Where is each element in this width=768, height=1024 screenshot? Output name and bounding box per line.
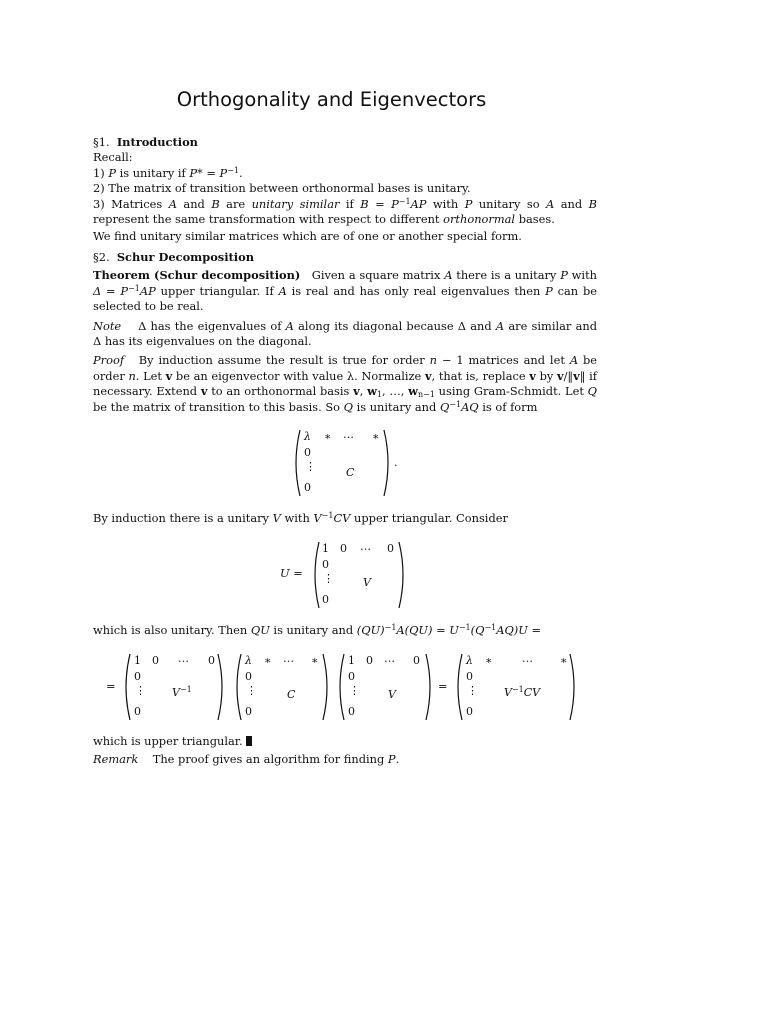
matrix-u: 1 0 … 0 0 ⋮ 0 V <box>311 540 411 610</box>
matrix-product-2: λ ∗ … ∗ 0 ⋮ 0 C <box>233 652 333 722</box>
section-heading <box>93 250 597 265</box>
recall-item-1: 1) P is unitary if $P* = P^{-1}$. <box>93 165 243 180</box>
page-title: Orthogonality and Eigenvectors <box>176 88 487 111</box>
product-equals-1: = <box>106 679 116 693</box>
note-label: Note <box>93 318 122 333</box>
conclusion-text: which is upper triangular. Remark The proof gives an algorithm for finding P. <box>93 734 597 768</box>
section-heading <box>93 135 597 150</box>
section-title: Introduction <box>116 135 198 149</box>
recall-item-2: 2) The matrix of transition between orthonormal bases is unitary. <box>93 181 471 196</box>
matrix-product-1: 1 0 … 0 0 ⋮ 0 $V^{-1}$ <box>122 652 230 722</box>
theorem-label: Theorem (Schur decomposition) <box>93 268 301 283</box>
matrix-product-3: 1 0 … 0 0 ⋮ 0 V <box>336 652 436 722</box>
qed-icon <box>246 736 252 746</box>
intro-closing: We find unitary similar matrices which are of one or another special form. <box>93 229 522 244</box>
theorem: Theorem (Schur decomposition) Given a square matrix A there is a unitary P with $\Delta = P^{-1}AP$ upper triangular. If A is real and has only real eigenvalues then P can be selected to be real. <box>93 268 597 314</box>
remark: Remark The proof gives an algorithm for finding P. <box>93 752 400 767</box>
proof: Proof By induction assume the result is true for order n − 1 matrices and let A be order n. Let v be an eigenvector with value λ. Normalize v, that is, replace v by v/‖v‖ if necessary. Extend v to an orthonormal basis v, $w_1$, …, $w_{n-1}$ using Gram-Schmidt. Let Q be the matrix of transition to this basis. So Q is unitary and $Q^{-1}AQ$ is of form <box>93 353 598 414</box>
remark-label: Remark <box>93 752 139 767</box>
matrix-product-result: λ ∗ … ∗ 0 ⋮ 0 $V^{-1}CV$ <box>454 652 580 722</box>
also-unitary-text: which is also unitary. Then QU is unitary and $(QU)^{-1}A(QU) = U^{-1}(Q^{-1}AQ)U$ = <box>93 623 542 637</box>
product-equals-2: = <box>438 679 448 693</box>
proof-label: Proof <box>93 353 125 368</box>
note: Note Δ has the eigenvalues of A along its diagonal because Δ and A are similar and Δ has its eigenvalues on the diagonal. <box>93 318 598 349</box>
induction-text: By induction there is a unitary V with $V^{-1}CV$ upper triangular. Consider <box>93 511 508 525</box>
section-introduction <box>93 135 597 245</box>
recall-item-3: 3) Matrices A and B are unitary similar if $B = P^{-1}AP$ with P unitary so A and B represent the same transformation with respect to different orthonormal bases. <box>93 196 597 227</box>
section-number: §1. <box>93 135 110 149</box>
section-number: §2. <box>93 250 110 264</box>
section-schur <box>93 250 597 415</box>
matrix-qaq: λ ∗ … ∗ 0 ⋮ 0 C . <box>292 428 402 498</box>
recall-label: Recall: <box>93 150 133 165</box>
section-title: Schur Decomposition <box>116 250 254 264</box>
matrix-u-lhs: U = <box>280 566 303 580</box>
